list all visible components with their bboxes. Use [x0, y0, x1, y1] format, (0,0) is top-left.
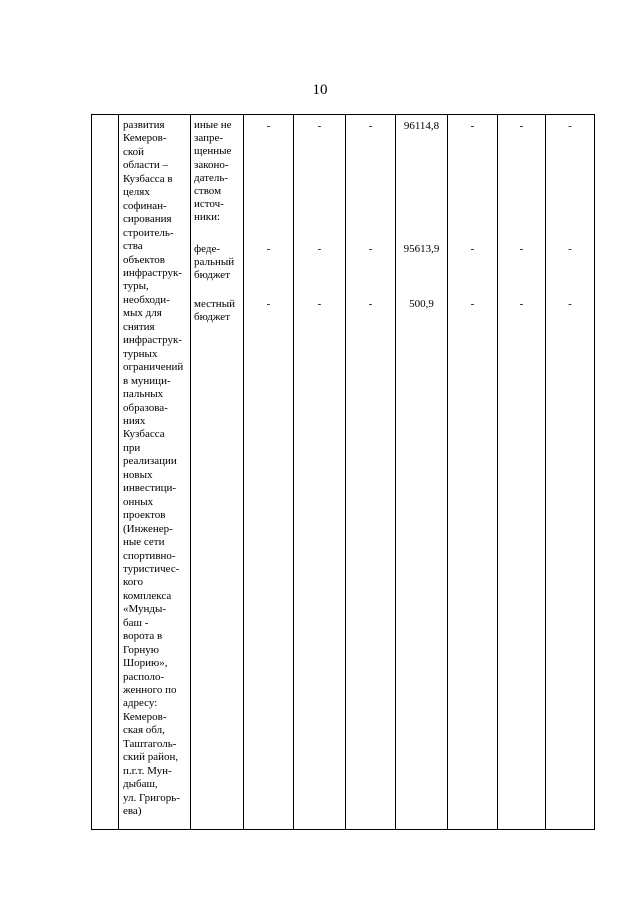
funding-source-federal: феде- ральный бюджет	[194, 243, 235, 282]
value-local-7: -	[568, 298, 572, 310]
measure-description: развития Кемеров- ской области – Кузбасса в целях софинан- сирования строитель- ства объектов инфраструк- туры, необходи- мых для снятия инфраструк- турных ограничений в муници- пальных образова- ниях Кузбасса при реализации новых инвестици- онных проектов (Инженер- ные сети спортивно- туристичес- кого комплекса «Мунды- баш - ворота в Горную Шорию», располо- женного по адресу: Кемеров- ская обл, Таштаголь- ский район, п.г.т. Мун- дыбаш, ул. Григорь- ева)	[123, 119, 184, 818]
value-federal-3: -	[368, 243, 373, 255]
value-other-3: -	[368, 120, 373, 132]
value-cell-1	[244, 115, 294, 830]
index-cell	[92, 115, 119, 830]
value-local-2: -	[317, 298, 322, 310]
value-other-1: -	[266, 120, 271, 132]
value-cell-7	[546, 115, 595, 830]
value-cell-2	[294, 115, 346, 830]
budget-table	[91, 114, 595, 830]
value-local-1: -	[266, 298, 271, 310]
value-federal-4: 95613,9	[403, 243, 440, 255]
value-cell-6	[498, 115, 546, 830]
value-local-3: -	[368, 298, 373, 310]
value-cell-5	[448, 115, 498, 830]
value-federal-1: -	[266, 243, 271, 255]
value-other-5: -	[470, 120, 475, 132]
value-other-2: -	[317, 120, 322, 132]
value-cell-3	[346, 115, 396, 830]
value-federal-5: -	[470, 243, 475, 255]
value-local-4: 500,9	[409, 298, 434, 310]
value-other-7: -	[568, 120, 572, 132]
value-federal-2: -	[317, 243, 322, 255]
value-other-6: -	[519, 120, 524, 132]
value-cell-4	[396, 115, 448, 830]
value-local-6: -	[519, 298, 524, 310]
value-federal-6: -	[519, 243, 524, 255]
page-number: 10	[312, 82, 328, 98]
value-other-4: 96114,8	[403, 120, 440, 132]
funding-source-local: местный бюджет	[194, 298, 235, 324]
table-row	[92, 115, 595, 830]
funding-source-other: иные не запре- щенные законо- датель- ством источ- ники:	[194, 119, 232, 224]
source-cell	[191, 115, 244, 830]
value-local-5: -	[470, 298, 475, 310]
value-federal-7: -	[568, 243, 572, 255]
description-cell	[119, 115, 191, 830]
